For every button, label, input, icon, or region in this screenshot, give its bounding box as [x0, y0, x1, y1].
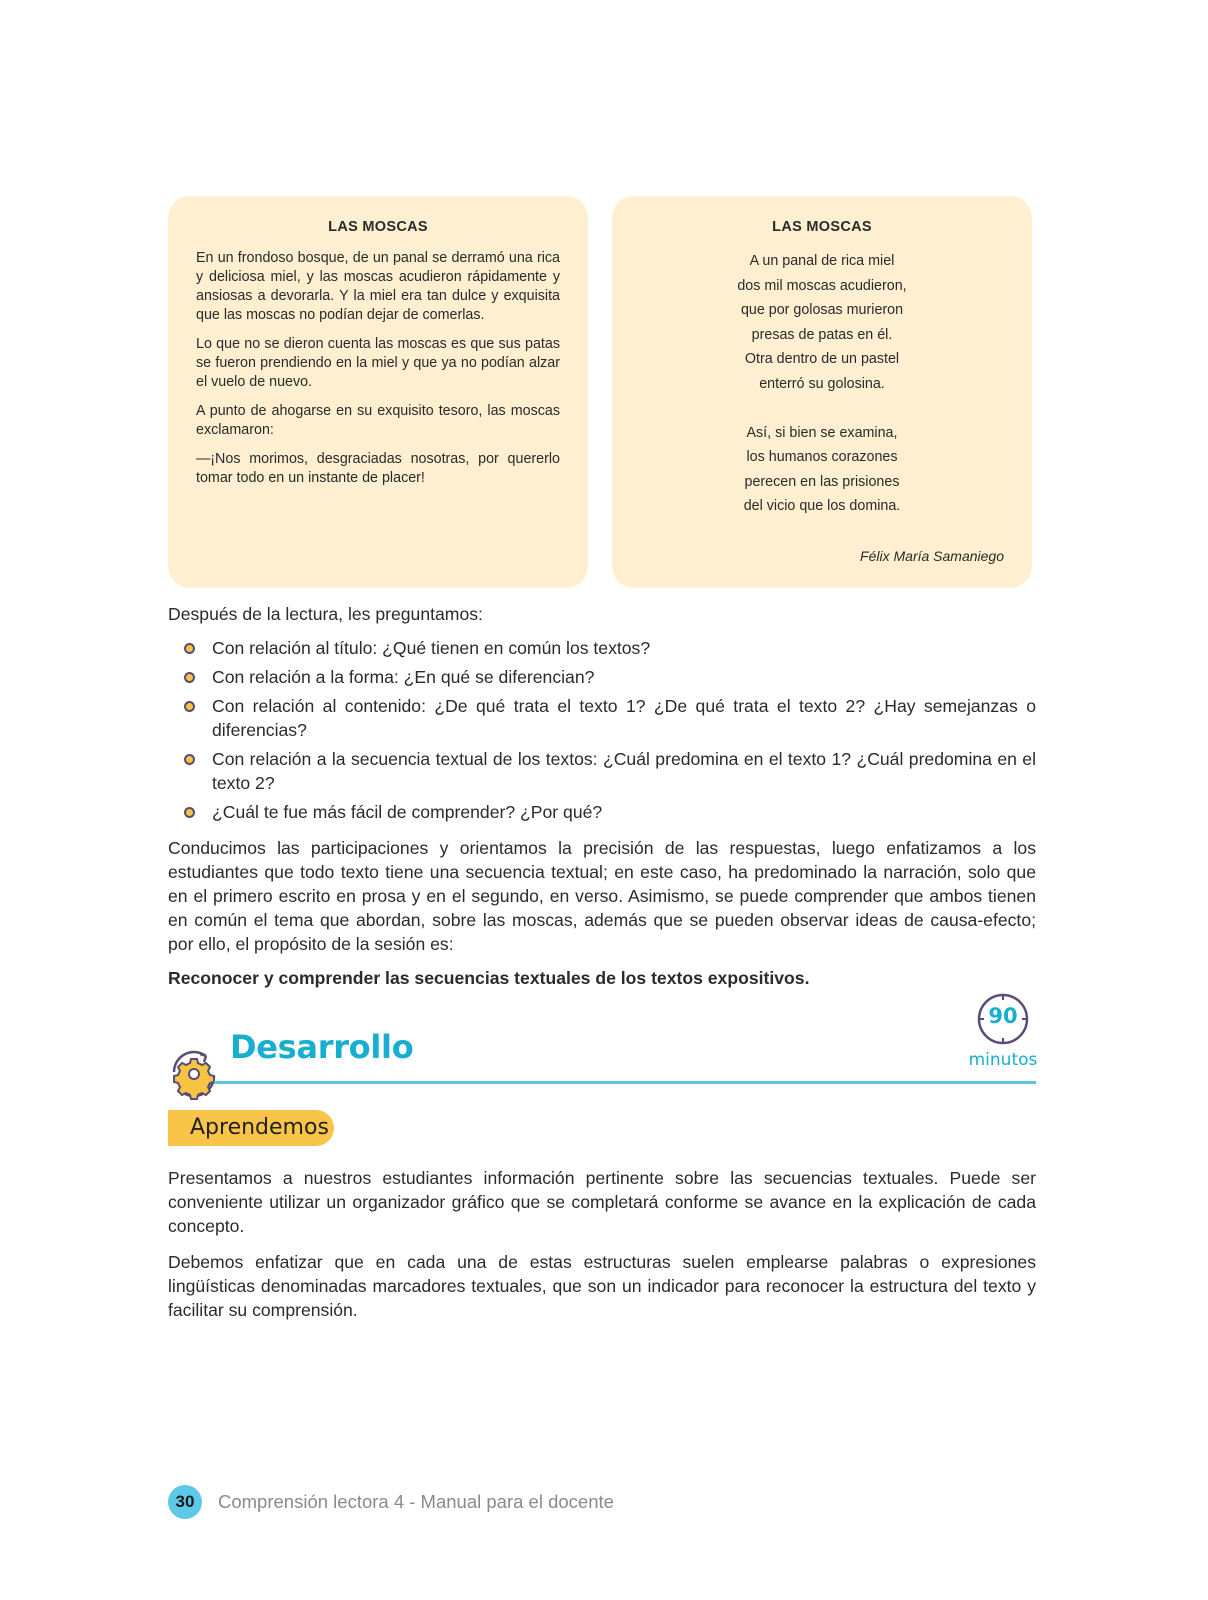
poem-line: enterró su golosina. [759, 375, 885, 392]
subsection-label: Aprendemos [168, 1110, 334, 1146]
list-item: Con relación a la secuencia textual de los textos: ¿Cuál predomina en el texto 1? ¿Cuál predomina en el texto 2? [168, 747, 1036, 795]
list-item: ¿Cuál te fue más fácil de comprender? ¿Por qué? [168, 800, 1036, 824]
poem-line: Otra dentro de un pastel [744, 351, 900, 367]
reading-box-prose [168, 196, 588, 588]
gear-icon [166, 1046, 222, 1102]
timer-value: 90 [988, 1004, 1018, 1028]
page-number: 30 [168, 1485, 202, 1519]
prose-paragraph: —¡Nos morimos, desgraciadas nosotras, por quererlo tomar todo en un instante de placer! [196, 451, 560, 486]
poem-line: dos mil moscas acudieron, [737, 277, 907, 294]
poem-line: del vicio que los domina. [743, 498, 901, 514]
poem-line: que por golosas murieron [740, 302, 904, 318]
poem-line: presas de patas en él. [751, 326, 893, 343]
stanza-gap [640, 396, 1004, 421]
poem-line: los humanos corazones [746, 449, 898, 465]
list-item: Con relación al contenido: ¿De qué trata el texto 1? ¿De qué trata el texto 2? ¿Hay semejanzas o diferencias? [168, 694, 1036, 742]
list-item: Con relación a la forma: ¿En qué se diferencian? [168, 665, 1036, 689]
poem-author: Félix María Samaniego [860, 548, 1004, 564]
reading-title: LAS MOSCAS [328, 219, 428, 235]
poem-line: Así, si bien se examina, [746, 424, 898, 441]
prose-paragraph: Lo que no se dieron cuenta las moscas es que sus patas se fueron prendiendo en la miel y que ya no podían alzar el vuelo de nuevo. [196, 336, 560, 390]
reading-title: LAS MOSCAS [772, 219, 872, 235]
reading-box-poem [612, 196, 1032, 588]
bullet-icon [184, 754, 195, 765]
prose-paragraph: En un frondoso bosque, de un panal se derramó una rica y deliciosa miel, y las moscas acudieron rápidamente y ansiosas a devorarla. Y la miel era tan dulce y exquisita que las moscas no podían dejar de comerlas. [196, 250, 560, 323]
section-title: Desarrollo [230, 1028, 414, 1066]
timer-unit: minutos [968, 1050, 1038, 1070]
footer-title: Comprensión lectora 4 - Manual para el docente [218, 1491, 614, 1512]
section-divider [214, 1081, 1036, 1084]
poem-line: A un panal de rica miel [749, 253, 895, 269]
poem [640, 249, 1004, 519]
bullet-icon [184, 672, 195, 683]
list-item: Con relación al título: ¿Qué tienen en común los textos? [168, 636, 1036, 660]
bullet-icon [184, 701, 195, 712]
questions-list [168, 636, 1036, 829]
body-paragraph: Debemos enfatizar que en cada una de estas estructuras suelen emplearse palabras o expresiones lingüísticas denominadas marcadores textuales, que son un indicador para reconocer la estructura del texto y facilitar su comprensión. [168, 1252, 1036, 1320]
questions-intro: Después de la lectura, les preguntamos: [168, 604, 483, 624]
bullet-icon [184, 643, 195, 654]
poem-line: perecen en las prisiones [744, 473, 900, 490]
session-purpose: Reconocer y comprender las secuencias textuales de los textos expositivos. [168, 968, 810, 988]
bullet-icon [184, 807, 195, 818]
body-paragraph: Conducimos las participaciones y orientamos la precisión de las respuestas, luego enfatizamos a los estudiantes que todo texto tiene una secuencia textual; en este caso, ha predominado la narración, solo que en el primero escrito en prosa y en el segundo, en verso. Asimismo, se puede comprender que ambos tienen en común el tema que abordan, sobre las moscas, además que se pueden observar ideas de causa-efecto; por ello, el propósito de la sesión es: [168, 838, 1036, 954]
prose-paragraph: A punto de ahogarse en su exquisito tesoro, las moscas exclamaron: [196, 403, 560, 438]
body-paragraph: Presentamos a nuestros estudiantes información pertinente sobre las secuencias textuales. Puede ser conveniente utilizar un organizador gráfico que se completará conforme se avance en la explicación de cada concepto. [168, 1168, 1036, 1236]
